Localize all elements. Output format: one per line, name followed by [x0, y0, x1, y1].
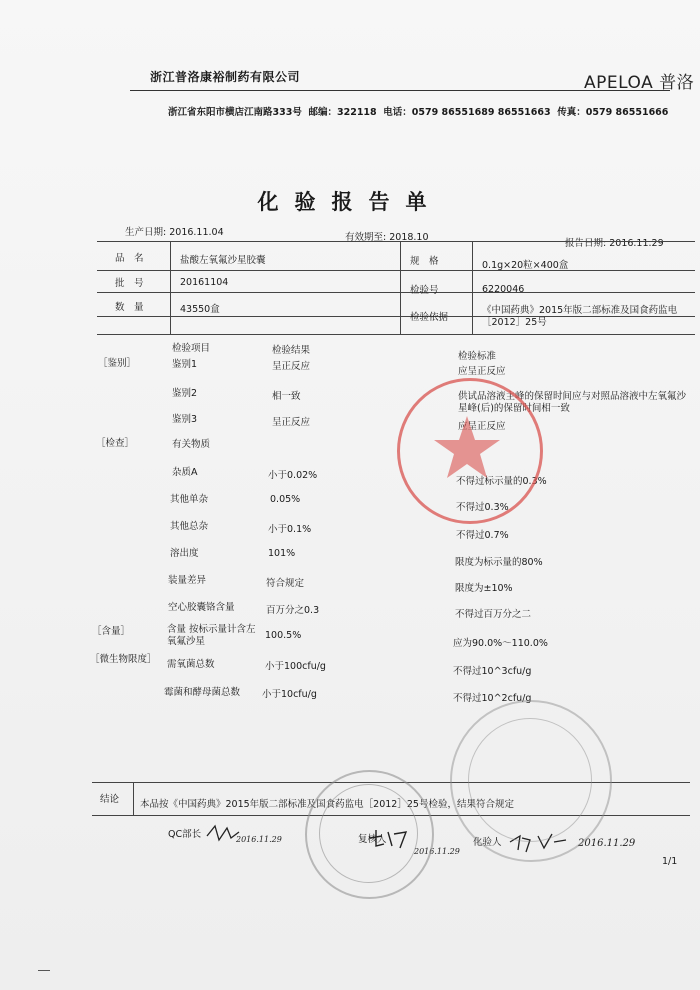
row-item: 溶出度: [170, 548, 199, 559]
row-standard: 应呈正反应: [458, 366, 506, 377]
qc-head-label: QC部长: [168, 829, 202, 840]
company-seal: [450, 700, 612, 862]
row-result: 0.05%: [270, 494, 301, 505]
row-item: 有关物质: [172, 439, 211, 450]
section-micro: ［微生物限度］: [90, 654, 157, 665]
row-item: 其他单杂: [170, 494, 209, 505]
row-result: 呈正反应: [272, 361, 311, 372]
tester-date: 2016.11.29: [578, 838, 636, 849]
row-standard: 不得过0.7%: [456, 530, 509, 541]
row-standard: 应呈正反应: [458, 421, 506, 432]
postcode-label: 邮编：: [308, 107, 337, 118]
row-standard: 不得过标示量的0.3%: [456, 476, 547, 487]
report-date-label: 报告日期:: [565, 238, 607, 249]
row-result: 小于10cfu/g: [262, 689, 317, 700]
table-col-line: [400, 241, 401, 334]
reviewer-date: 2016.11.29: [414, 847, 460, 856]
brand-logo: APELOA 普洛: [584, 73, 695, 93]
row-standard: 不得过百万分之二: [455, 609, 532, 620]
row-standard: 不得过0.3%: [456, 502, 509, 513]
batch-label: 批 号: [115, 278, 144, 289]
row-standard: 限度为标示量的80%: [455, 557, 543, 568]
row-result: 符合规定: [266, 578, 305, 589]
table-row-line: [97, 334, 695, 335]
row-standard: 限度为±10%: [455, 583, 513, 594]
fax: 0579 86551666: [585, 107, 669, 118]
row-standard: 供试品溶液主峰的保留时间应与对照品溶液中左氧氟沙星峰(后)的保留时间相一致: [458, 391, 687, 414]
row-result: 101%: [268, 548, 296, 559]
row-standard: 不得过10^3cfu/g: [453, 666, 532, 677]
test-no-value: 6220046: [482, 284, 525, 295]
qc-seal: [305, 770, 434, 899]
page-number: 1/1: [662, 856, 678, 867]
basis-value: 《中国药典》2015年版二部标准及国食药监电［2012］25号: [482, 305, 678, 328]
page-title: 化验报告单: [257, 190, 443, 214]
table-col-line: [472, 241, 473, 334]
red-seal: [397, 378, 543, 524]
row-result: 小于0.02%: [268, 470, 318, 481]
address: 浙江省东阳市横店江南路333号: [168, 107, 302, 118]
expiry-value: 2018.10: [389, 232, 429, 243]
quantity-label: 数 量: [115, 302, 144, 313]
production-date: [125, 224, 224, 238]
production-date-value: 2016.11.04: [169, 227, 224, 238]
margin-mark: [38, 970, 50, 971]
reviewer-label: 复核人: [358, 834, 387, 845]
row-item: 其他总杂: [170, 521, 209, 532]
product-name-label: 品 名: [115, 253, 144, 264]
row-result: 呈正反应: [272, 417, 311, 428]
row-item: 鉴别2: [172, 388, 198, 399]
conclusion-label: 结论: [100, 794, 120, 805]
row-result: 相一致: [272, 391, 301, 402]
section-content: ［含量］: [92, 626, 131, 637]
row-item: 装量差异: [168, 575, 207, 586]
company-name: 浙江普洛康裕制药有限公司: [150, 70, 301, 84]
quantity-value: 43550盒: [180, 304, 220, 315]
qc-head-date: 2016.11.29: [236, 835, 282, 844]
conclusion-col-line: [133, 782, 134, 815]
table-border-top: [97, 241, 695, 242]
red-seal-star-icon: [397, 378, 537, 518]
basis-label: 检验依据: [410, 312, 449, 323]
section-check: ［检查］: [96, 438, 135, 449]
col-header-result: 检验结果: [272, 345, 311, 356]
row-item: 鉴别1: [172, 359, 198, 370]
row-result: 小于100cfu/g: [265, 661, 326, 672]
qc-seal-inner-ring: [319, 784, 418, 883]
phone: 0579 86551689 86551663: [411, 107, 551, 118]
report-date-value: 2016.11.29: [609, 238, 664, 249]
row-result: 小于0.1%: [268, 524, 312, 535]
phone-label: 电话：: [383, 107, 412, 118]
postcode: 322118: [336, 107, 377, 118]
row-standard: 应为90.0%～110.0%: [453, 638, 548, 649]
row-item: 含量 按标示量计含左氧氟沙星: [167, 624, 256, 647]
fax-label: 传真：: [557, 107, 586, 118]
conclusion-text: 本品按《中国药典》2015年版二部标准及国食药监电［2012］25号检验，结果符合规定: [140, 799, 514, 810]
batch-value: 20161104: [180, 277, 229, 288]
table-col-line: [170, 241, 171, 334]
company-address-line: [168, 104, 668, 118]
row-item: 需氧菌总数: [167, 659, 215, 670]
spec-value: 0.1g×20粒×400盒: [482, 260, 569, 271]
row-result: 100.5%: [265, 630, 302, 641]
tester-label: 化验人: [473, 837, 502, 848]
section-identify: ［鉴别］: [98, 358, 137, 369]
row-item: 鉴别3: [172, 414, 198, 425]
product-name: 盐酸左氧氟沙星胶囊: [180, 255, 266, 266]
row-item: 杂质A: [172, 467, 198, 478]
col-header-standard: 检验标准: [458, 351, 497, 362]
company-seal-inner-ring: [468, 718, 592, 842]
row-item: 霉菌和酵母菌总数: [164, 687, 241, 698]
col-header-item: 检验项目: [172, 343, 211, 354]
report-date: [565, 235, 664, 249]
expiry-label: 有效期至:: [345, 232, 387, 243]
row-standard: 不得过10^2cfu/g: [453, 693, 532, 704]
row-item: 空心胶囊铬含量: [168, 602, 235, 613]
production-date-label: 生产日期:: [125, 227, 167, 238]
spec-label: 规 格: [410, 256, 439, 267]
test-no-label: 检验号: [410, 285, 439, 296]
row-result: 百万分之0.3: [266, 605, 320, 616]
header-divider: [130, 90, 670, 91]
table-row-line: [97, 292, 695, 293]
table-row-line: [97, 270, 695, 271]
